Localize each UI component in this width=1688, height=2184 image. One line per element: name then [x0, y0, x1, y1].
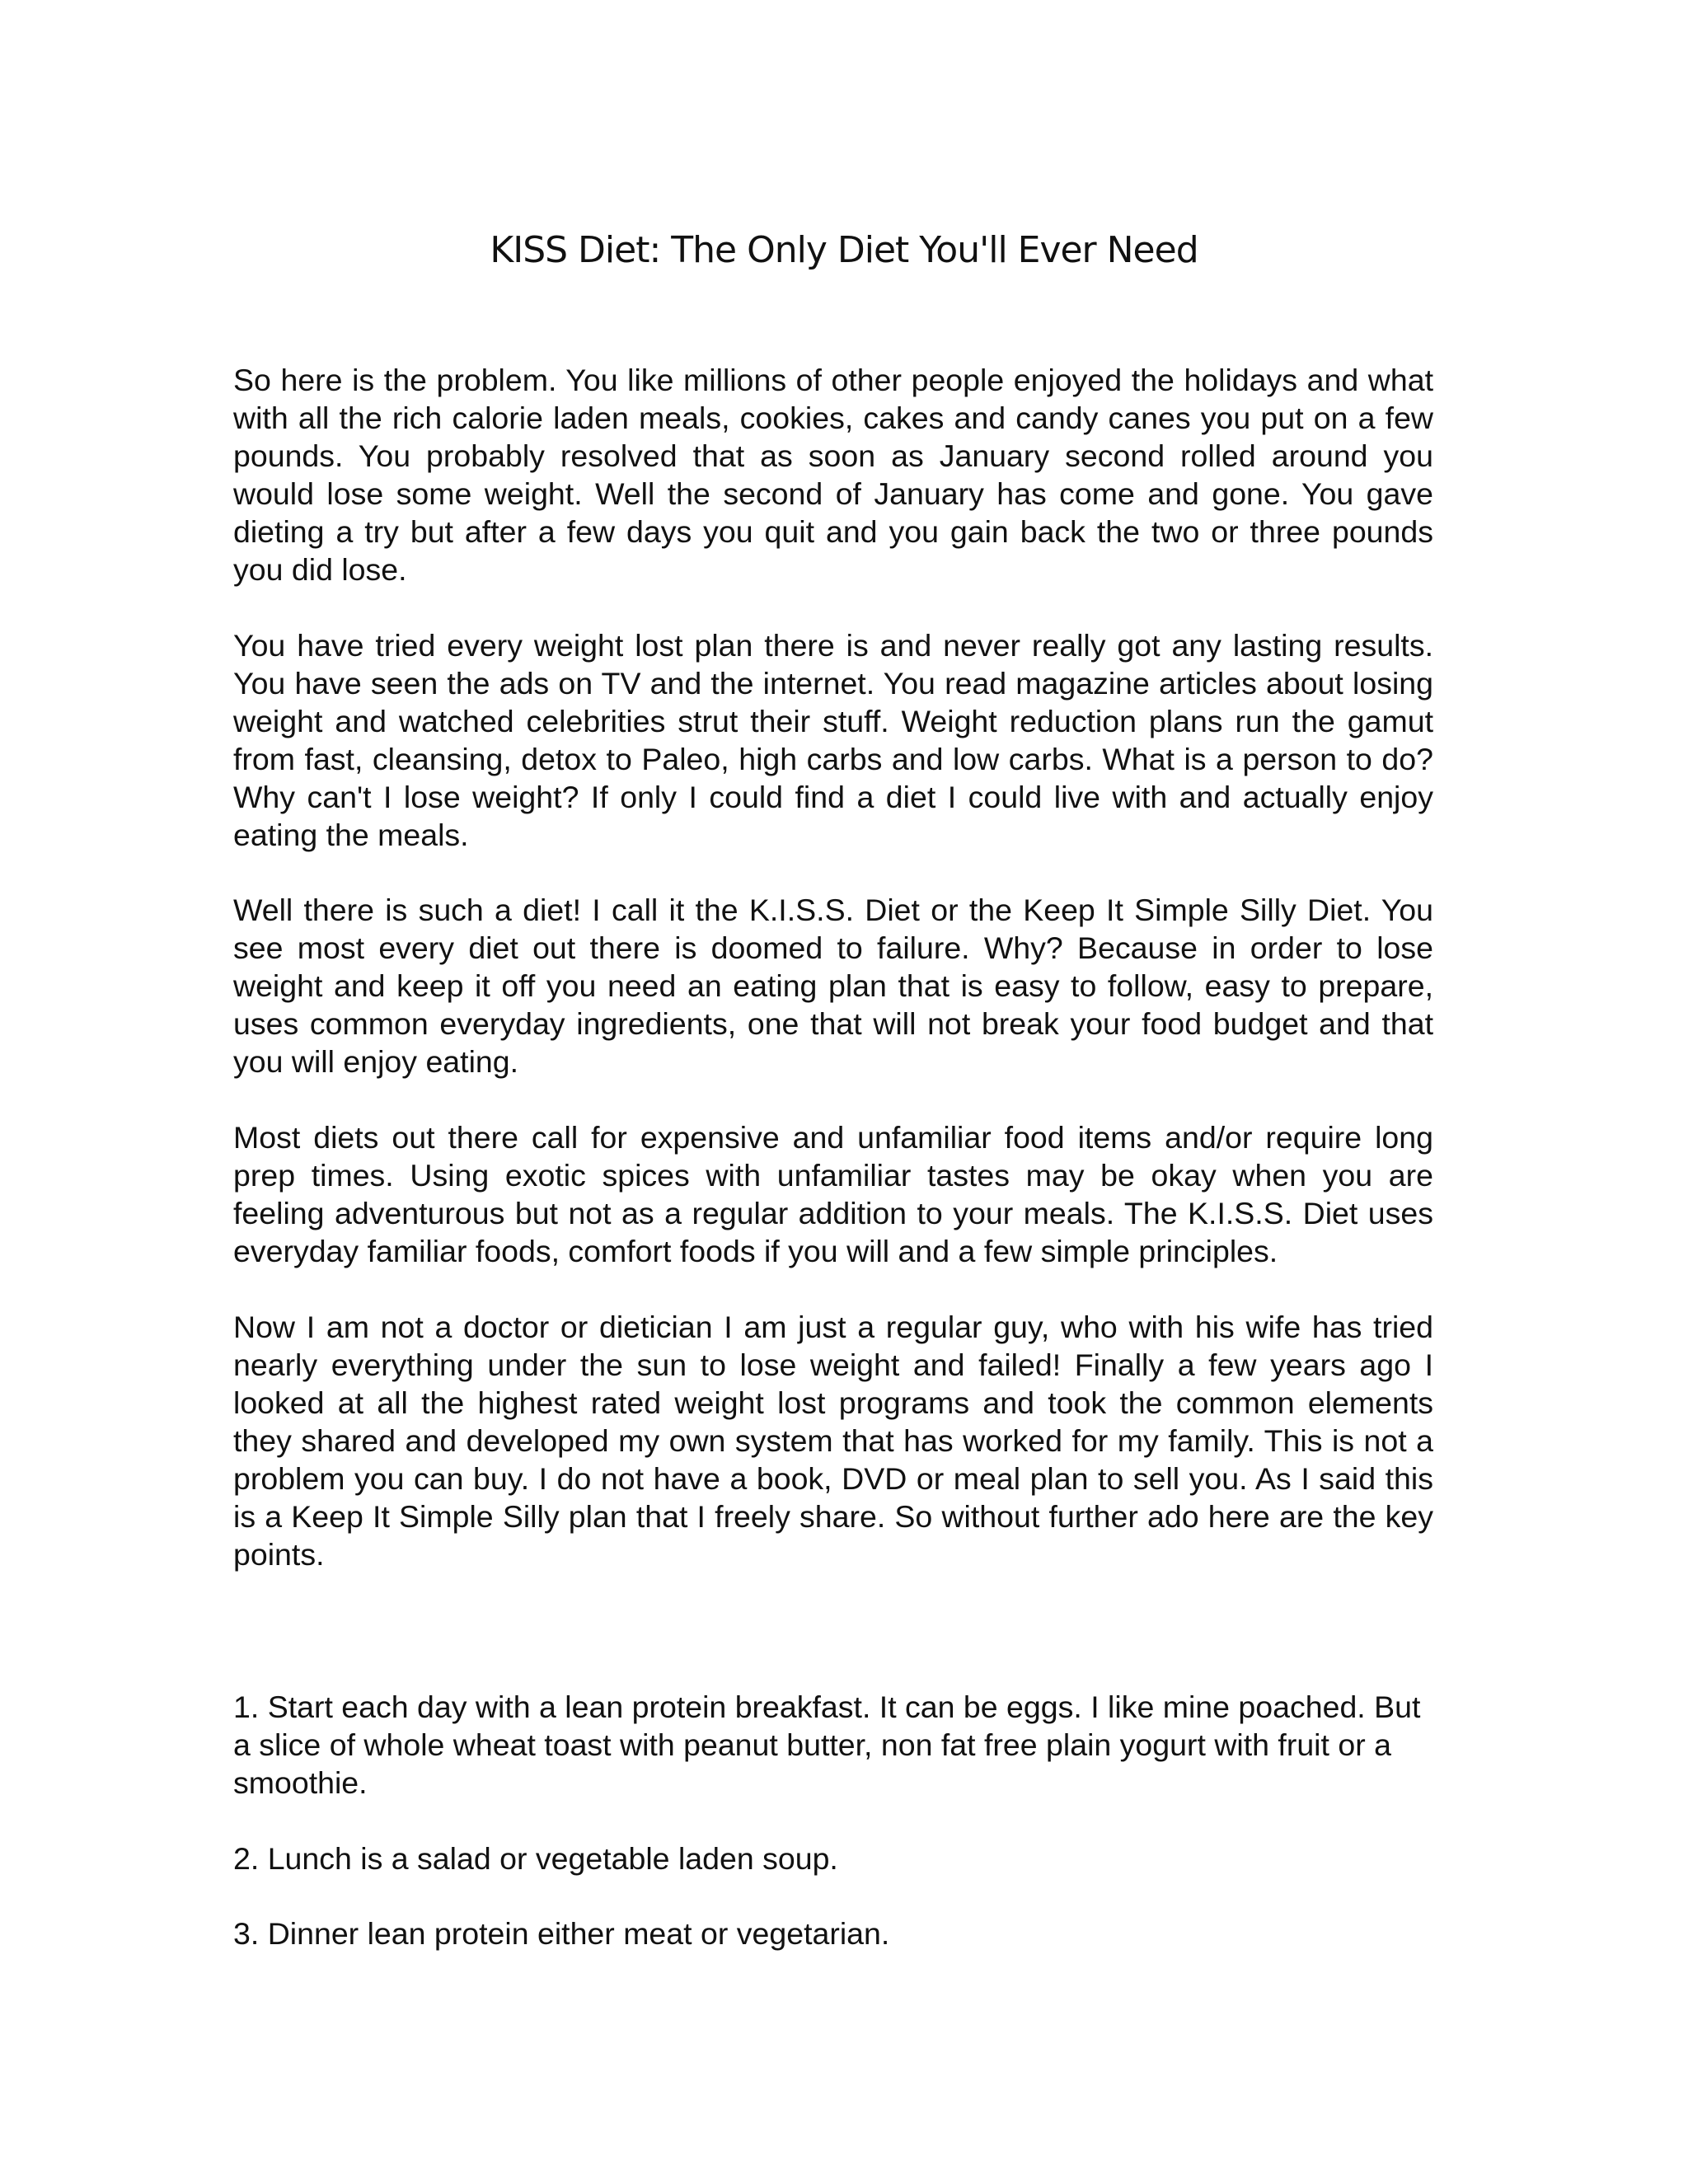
- document-title: KISS Diet: The Only Diet You'll Ever Need: [490, 229, 1198, 271]
- list-item-lunch: 2. Lunch is a salad or vegetable laden soup.: [233, 1841, 838, 1876]
- paragraph-not-a-doctor: Now I am not a doctor or dietician I am just a regular guy, who with his wife has tried nearly everything under the sun to lose weight and failed! Finally a few years ago I looked at all the highest rated weight lost programs and took the common elements they shared and developed my own system that has worked for my family. This is not a problem you can buy. I do not have a book, DVD or meal plan to sell you. As I said this is a Keep It Simple Silly plan that I freely share. So without further ado here are the key points.: [233, 1310, 1433, 1572]
- list-item-breakfast: 1. Start each day with a lean protein breakfast. It can be eggs. I like mine poached. But a slice of whole wheat toast with peanut butter, non fat free plain yogurt with fruit or a smoothie.: [233, 1690, 1421, 1800]
- paragraph-kiss-diet: Well there is such a diet! I call it the K.I.S.S. Diet or the Keep It Simple Silly Diet. You see most every diet out there is doomed to failure. Why? Because in order to lose weight and keep it off you need an eating plan that is easy to follow, easy to prepare, uses common everyday ingredients, one that will not break your food budget and that you will enjoy eating.: [233, 893, 1433, 1079]
- paragraph-problem: So here is the problem. You like millions of other people enjoyed the holidays and what with all the rich calorie laden meals, cookies, cakes and candy canes you put on a few pounds. You probably resolved that as soon as January second rolled around you would lose some weight. Well the second of January has come and gone. You gave dieting a try but after a few days you quit and you gain back the two or three pounds you did lose.: [233, 363, 1433, 587]
- list-item-dinner: 3. Dinner lean protein either meat or vegetarian.: [233, 1916, 890, 1951]
- paragraph-tried-plans: You have tried every weight lost plan there is and never really got any lasting results. You have seen the ads on TV and the internet. You read magazine articles about losing weight and watched celebrities strut their stuff. Weight reduction plans run the gamut from fast, cleansing, detox to Paleo, high carbs and low carbs. What is a person to do? Why can't I lose weight? If only I could find a diet I could live with and actually enjoy eating the meals.: [233, 628, 1433, 852]
- paragraph-most-diets: Most diets out there call for expensive and unfamiliar food items and/or require long prep times. Using exotic spices with unfamiliar tastes may be okay when you are feeling adventurous but not as a regular addition to your meals. The K.I.S.S. Diet uses everyday familiar foods, comfort foods if you will and a few simple principles.: [233, 1120, 1433, 1268]
